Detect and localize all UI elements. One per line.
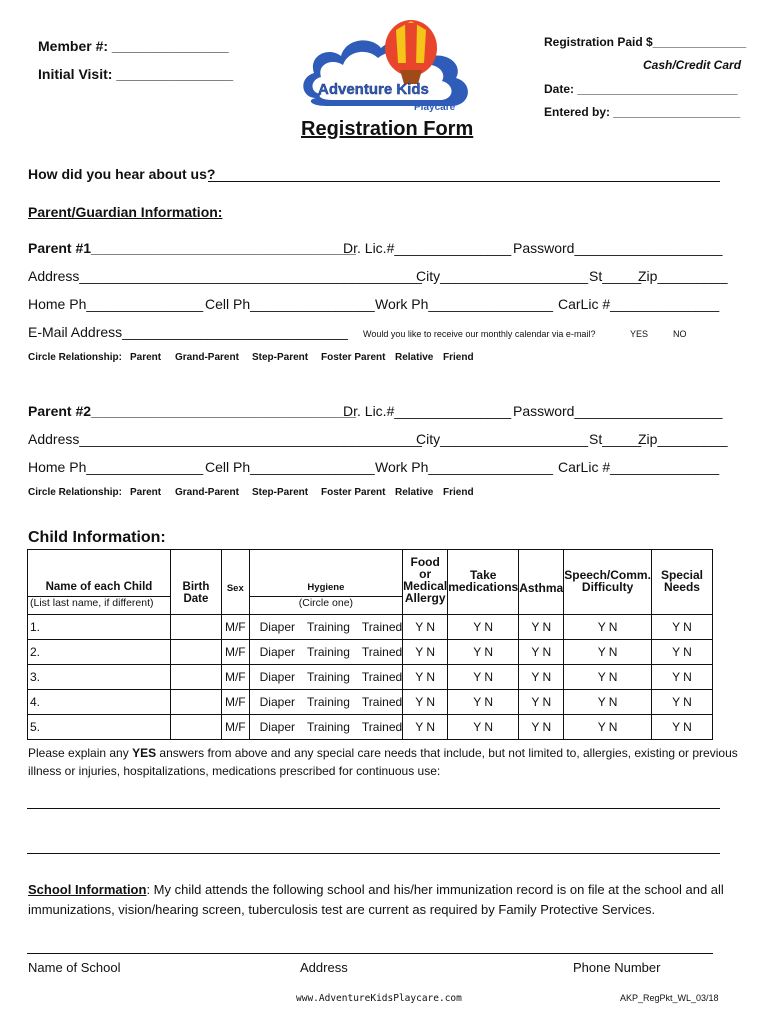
- explain-text-line1: Please explain any YES answers from above and any special care needs that include, but not limited to, allergies, existing or previous: [28, 746, 738, 760]
- adventure-kids-logo: [296, 18, 481, 120]
- calendar-question: Would you like to receive our monthly calendar via e-mail?: [363, 329, 596, 339]
- footer-url: www.AdventureKidsPlaycare.com: [296, 993, 462, 1004]
- parent1-relationship-label: Circle Relationship:: [28, 352, 122, 363]
- table-row: [28, 615, 713, 640]
- parent1-rel-stepparent[interactable]: Step-Parent: [252, 352, 309, 363]
- school-name-label: Name of School: [28, 960, 121, 975]
- birth-date-cell[interactable]: [170, 715, 221, 740]
- table-row: [28, 640, 713, 665]
- speech-yn[interactable]: Y N: [564, 690, 652, 715]
- hygiene-cell[interactable]: Diaper Training Trained: [249, 615, 403, 640]
- parent1-rel-relative[interactable]: Relative: [395, 352, 434, 363]
- parent1-rel-parent[interactable]: Parent: [130, 352, 162, 363]
- parent2-city-field[interactable]: City___________________: [416, 431, 589, 447]
- parent1-work-phone-field[interactable]: Work Ph________________: [375, 296, 554, 312]
- parent2-state-field[interactable]: St_____: [589, 431, 642, 447]
- child-name-cell[interactable]: 3.: [28, 665, 171, 690]
- child-section-title: Child Information:: [28, 529, 166, 546]
- calendar-yes-option[interactable]: YES: [630, 329, 649, 339]
- parent2-password-field[interactable]: Password___________________: [513, 403, 723, 419]
- parent1-state-field[interactable]: St_____: [589, 268, 642, 284]
- parent1-home-phone-field[interactable]: Home Ph_______________: [28, 296, 204, 312]
- sex-cell[interactable]: M/F: [221, 665, 249, 690]
- parent1-email-field[interactable]: E-Mail Address_____________________________: [28, 324, 348, 340]
- parent1-rel-grandparent[interactable]: Grand-Parent: [175, 352, 239, 363]
- header-child-name: Name of each Child: [28, 550, 171, 597]
- explain-input-line-2[interactable]: [27, 853, 720, 854]
- asthma-yn[interactable]: Y N: [519, 715, 564, 740]
- medications-yn[interactable]: Y N: [448, 640, 519, 665]
- allergy-yn[interactable]: Y N: [403, 665, 448, 690]
- birth-date-cell[interactable]: [170, 640, 221, 665]
- footer-code: AKP_RegPkt_WL_03/18: [620, 993, 719, 1003]
- parent1-cell-phone-field[interactable]: Cell Ph________________: [205, 296, 375, 312]
- table-row: [28, 665, 713, 690]
- parent-section-title: Parent/Guardian Information:: [28, 204, 223, 220]
- medications-yn[interactable]: Y N: [448, 715, 519, 740]
- sex-cell[interactable]: M/F: [221, 715, 249, 740]
- logo-subtext: Playcare: [414, 102, 456, 113]
- sex-cell[interactable]: M/F: [221, 615, 249, 640]
- header-medications: Take medications: [448, 550, 519, 615]
- sex-cell[interactable]: M/F: [221, 640, 249, 665]
- how-hear-label: How did you hear about us?: [28, 166, 216, 182]
- parent2-rel-fosterparent[interactable]: Foster Parent: [321, 487, 386, 498]
- allergy-yn[interactable]: Y N: [403, 690, 448, 715]
- header-allergy: Food or Medical Allergy: [403, 550, 448, 615]
- parent2-rel-relative[interactable]: Relative: [395, 487, 434, 498]
- special-needs-yn[interactable]: Y N: [651, 715, 712, 740]
- parent1-rel-friend[interactable]: Friend: [443, 352, 474, 363]
- header-asthma: Asthma: [519, 550, 564, 615]
- asthma-yn[interactable]: Y N: [519, 665, 564, 690]
- parent2-cell-phone-field[interactable]: Cell Ph________________: [205, 459, 375, 475]
- asthma-yn[interactable]: Y N: [519, 615, 564, 640]
- medications-yn[interactable]: Y N: [448, 690, 519, 715]
- asthma-yn[interactable]: Y N: [519, 640, 564, 665]
- allergy-yn[interactable]: Y N: [403, 640, 448, 665]
- parent2-work-phone-field[interactable]: Work Ph________________: [375, 459, 554, 475]
- parent2-name-field[interactable]: Parent #2__________________________________: [28, 403, 356, 419]
- cash-credit-label: Cash/Credit Card: [643, 58, 742, 72]
- parent2-rel-parent[interactable]: Parent: [130, 487, 162, 498]
- header-speech: Speech/Comm. Difficulty: [564, 550, 652, 615]
- header-hygiene: Hygiene: [249, 550, 403, 597]
- parent1-dl-field[interactable]: Dr. Lic.#_______________: [343, 240, 512, 256]
- registration-paid-field[interactable]: Registration Paid $______________: [544, 35, 747, 49]
- child-name-cell[interactable]: 2.: [28, 640, 171, 665]
- birth-date-cell[interactable]: [170, 615, 221, 640]
- parent2-dl-field[interactable]: Dr. Lic.#_______________: [343, 403, 512, 419]
- parent1-password-field[interactable]: Password___________________: [513, 240, 723, 256]
- hygiene-cell[interactable]: Diaper Training Trained: [249, 715, 403, 740]
- parent2-rel-stepparent[interactable]: Step-Parent: [252, 487, 309, 498]
- allergy-yn[interactable]: Y N: [403, 615, 448, 640]
- speech-yn[interactable]: Y N: [564, 640, 652, 665]
- header-sex: Sex: [221, 550, 249, 615]
- speech-yn[interactable]: Y N: [564, 665, 652, 690]
- member-number-field[interactable]: Member #: _______________: [38, 38, 229, 54]
- school-phone-label: Phone Number: [573, 960, 661, 975]
- header-hygiene-sub: (Circle one): [249, 597, 403, 615]
- how-hear-input-line[interactable]: [208, 181, 720, 182]
- hygiene-cell[interactable]: Diaper Training Trained: [249, 690, 403, 715]
- parent1-carlic-field[interactable]: CarLic #______________: [558, 296, 720, 312]
- parent1-city-field[interactable]: City___________________: [416, 268, 589, 284]
- entered-by-field[interactable]: Entered by: ___________________: [544, 105, 741, 119]
- parent2-address-field[interactable]: Address____________________________________________: [28, 431, 422, 447]
- special-needs-yn[interactable]: Y N: [651, 665, 712, 690]
- school-input-line[interactable]: [27, 953, 713, 954]
- child-info-table: [27, 549, 713, 740]
- table-row: [28, 690, 713, 715]
- page-title: Registration Form: [301, 118, 474, 140]
- table-row: [28, 715, 713, 740]
- medications-yn[interactable]: Y N: [448, 615, 519, 640]
- special-needs-yn[interactable]: Y N: [651, 640, 712, 665]
- header-special-needs: Special Needs: [651, 550, 712, 615]
- school-address-label: Address: [300, 960, 348, 975]
- speech-yn[interactable]: Y N: [564, 615, 652, 640]
- special-needs-yn[interactable]: Y N: [651, 690, 712, 715]
- parent2-home-phone-field[interactable]: Home Ph_______________: [28, 459, 204, 475]
- special-needs-yn[interactable]: Y N: [651, 615, 712, 640]
- medications-yn[interactable]: Y N: [448, 665, 519, 690]
- parent2-relationship-label: Circle Relationship:: [28, 487, 122, 498]
- parent2-carlic-field[interactable]: CarLic #______________: [558, 459, 720, 475]
- allergy-yn[interactable]: Y N: [403, 715, 448, 740]
- header-child-name-sub: (List last name, if different): [28, 597, 171, 615]
- header-birth-date: Birth Date: [170, 550, 221, 615]
- logo-text: Adventure Kids: [318, 81, 429, 98]
- school-info-text-line2: immunizations, vision/hearing screen, tuberculosis test are current as required by Family Protective Services.: [28, 902, 656, 917]
- birth-date-cell[interactable]: [170, 690, 221, 715]
- parent1-name-field[interactable]: Parent #1__________________________________: [28, 240, 356, 256]
- child-name-cell[interactable]: 4.: [28, 690, 171, 715]
- school-info-text-line1: School Information: My child attends the following school and his/her immunization record is on file at the school and all: [28, 882, 724, 897]
- speech-yn[interactable]: Y N: [564, 715, 652, 740]
- parent1-zip-field[interactable]: Zip_________: [638, 268, 728, 284]
- explain-input-line-1[interactable]: [27, 808, 720, 809]
- date-field[interactable]: Date: ________________________: [544, 82, 738, 96]
- calendar-no-option[interactable]: NO: [673, 329, 687, 339]
- explain-text-line2: illness or injuries, hospitalizations, medications prescribed for continuous use:: [28, 764, 441, 778]
- child-name-cell[interactable]: 1.: [28, 615, 171, 640]
- parent2-rel-grandparent[interactable]: Grand-Parent: [175, 487, 239, 498]
- initial-visit-field[interactable]: Initial Visit: _______________: [38, 66, 234, 82]
- child-name-cell[interactable]: 5.: [28, 715, 171, 740]
- parent2-zip-field[interactable]: Zip_________: [638, 431, 728, 447]
- hygiene-cell[interactable]: Diaper Training Trained: [249, 665, 403, 690]
- birth-date-cell[interactable]: [170, 665, 221, 690]
- sex-cell[interactable]: M/F: [221, 690, 249, 715]
- parent1-rel-fosterparent[interactable]: Foster Parent: [321, 352, 386, 363]
- asthma-yn[interactable]: Y N: [519, 690, 564, 715]
- hygiene-cell[interactable]: Diaper Training Trained: [249, 640, 403, 665]
- parent1-address-field[interactable]: Address____________________________________________: [28, 268, 422, 284]
- parent2-rel-friend[interactable]: Friend: [443, 487, 474, 498]
